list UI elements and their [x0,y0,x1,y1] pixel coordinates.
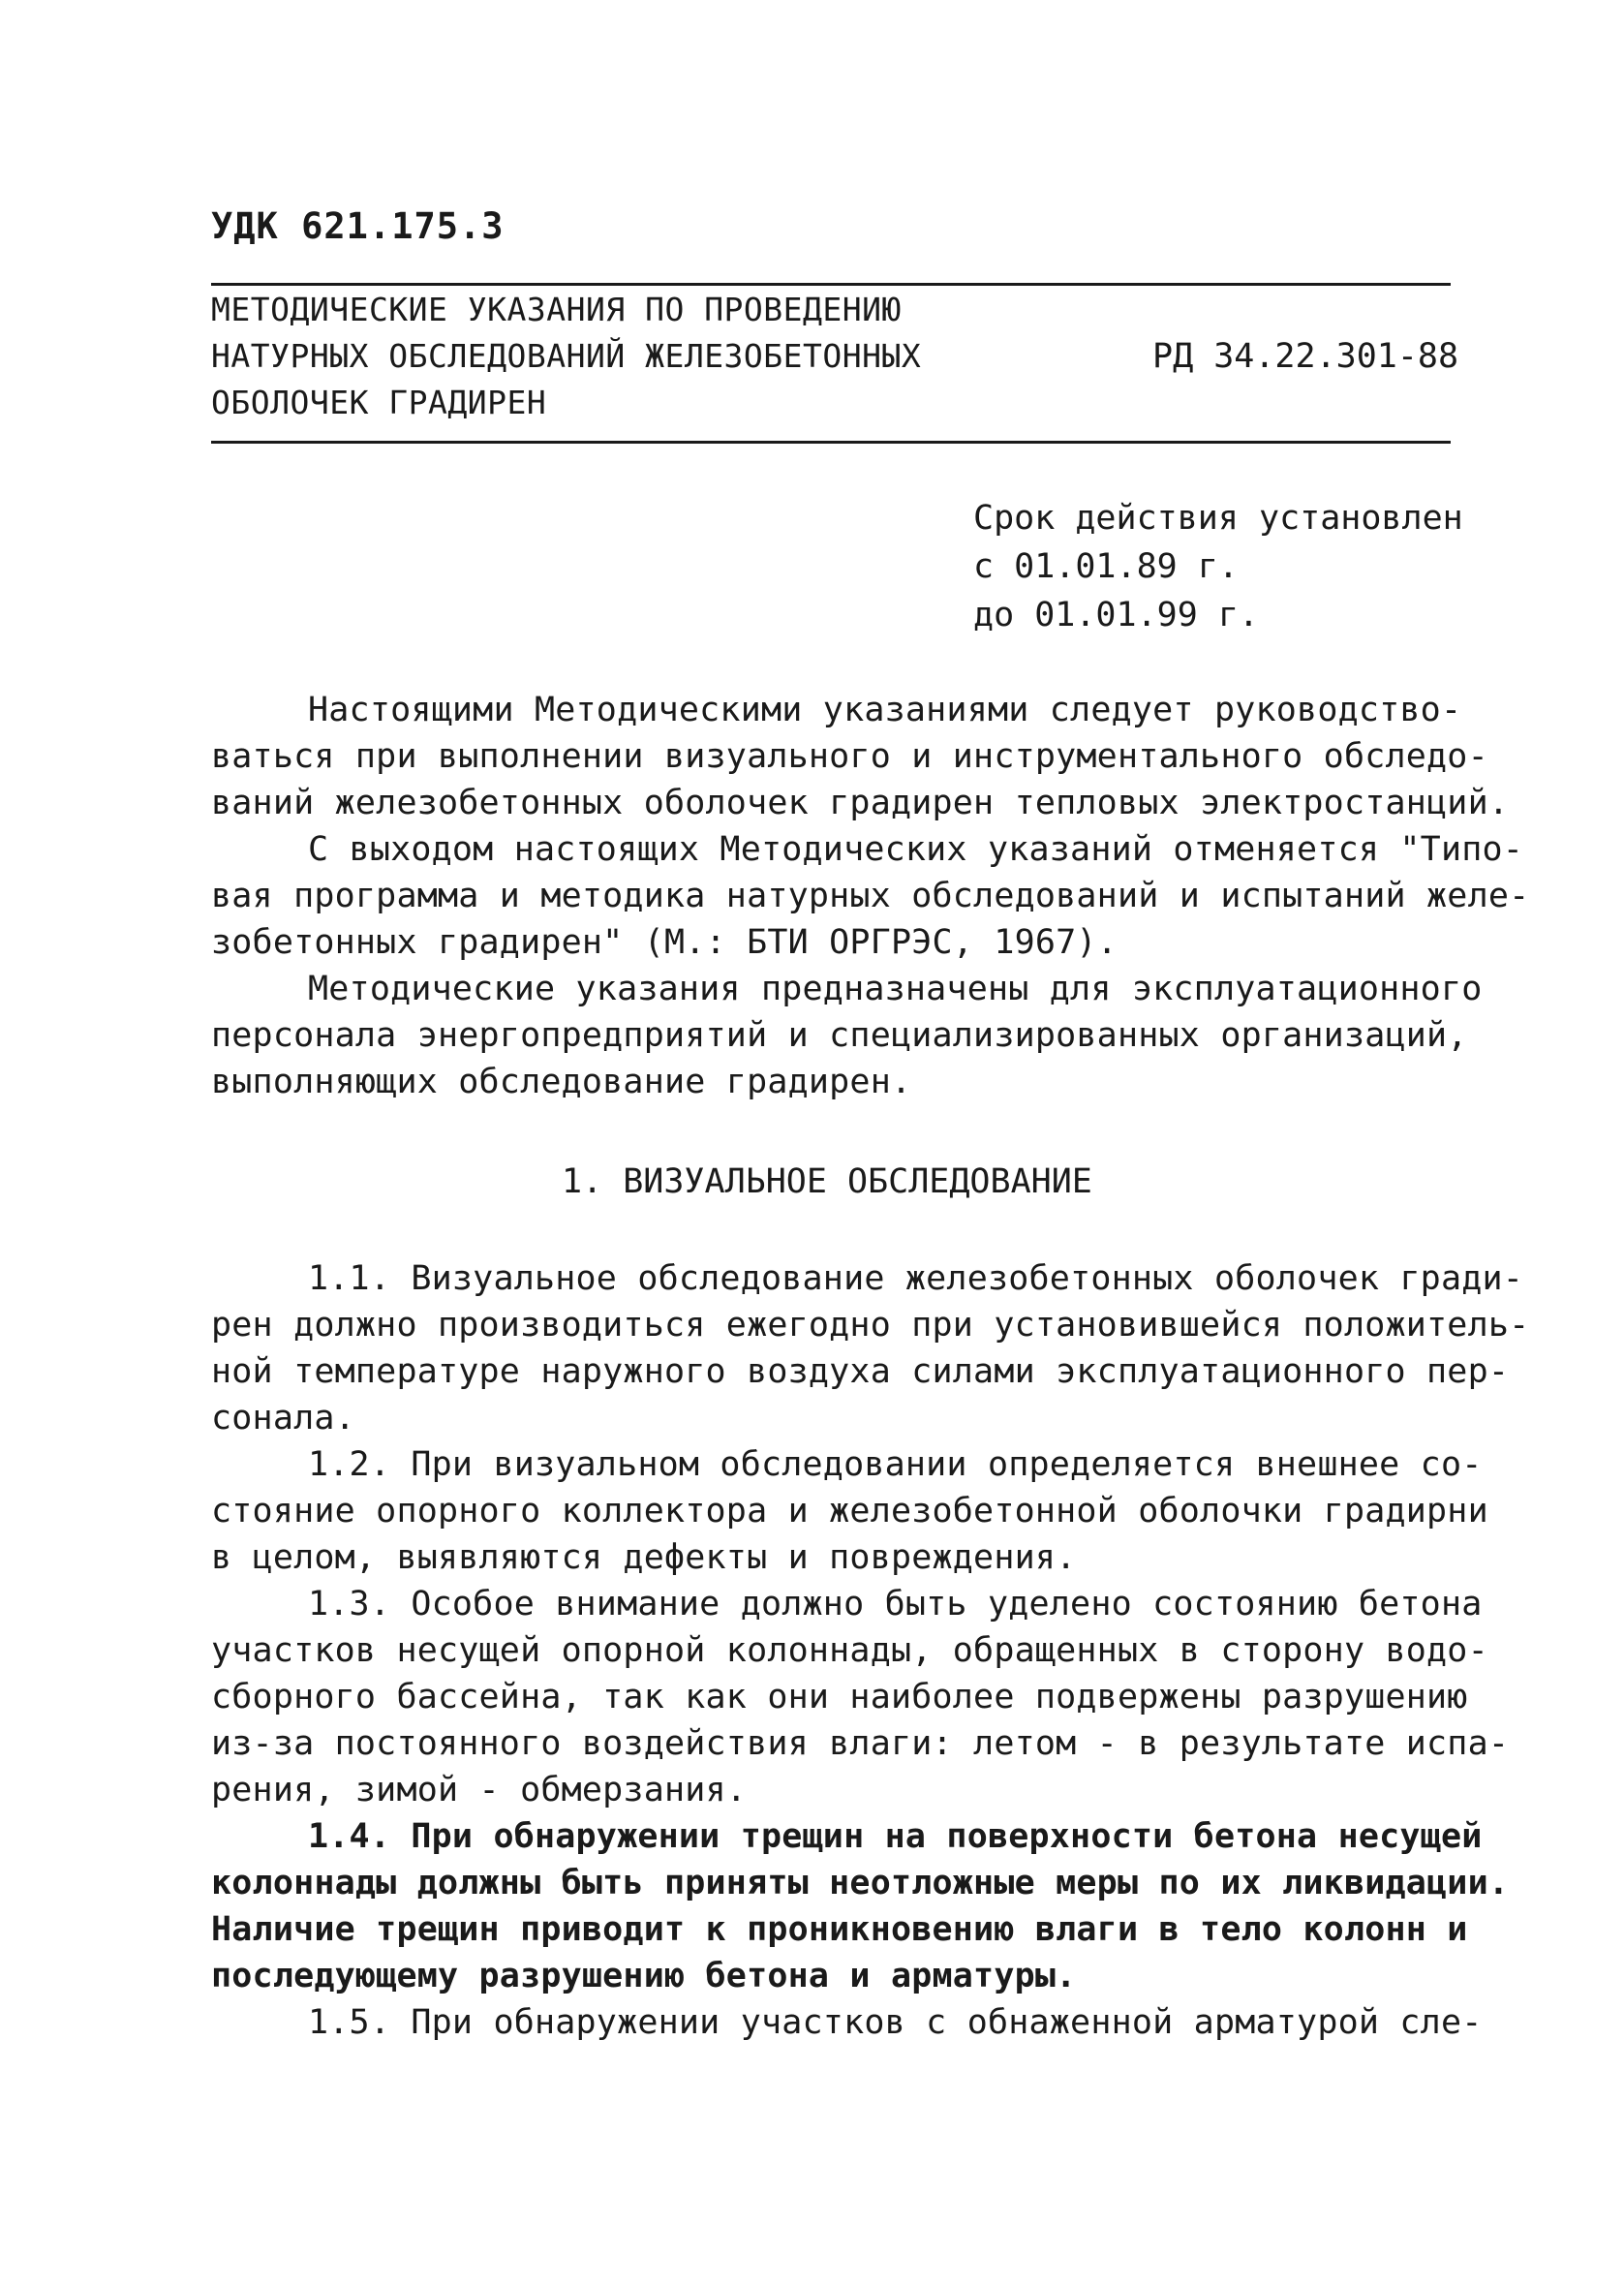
section-line: рен должно производиться ежегодно при установившейся положитель- [211,1306,1530,1345]
section-line: в целом, выявляются дефекты и повреждения. [211,1538,1077,1577]
intro-line: персонала энергопредприятий и специализированных организаций, [211,1016,1468,1055]
intro-line: вая программа и методика натурных обследований и испытаний желе- [211,877,1530,915]
section-line: 1.4. При обнаружении трещин на поверхности бетона несущей [308,1817,1483,1856]
section-line: 1.1. Визуальное обследование железобетонных оболочек гради- [308,1259,1524,1298]
validity-end-date: до 01.01.99 г. [973,596,1260,634]
section-heading: 1. ВИЗУАЛЬНОЕ ОБСЛЕДОВАНИЕ [562,1162,1092,1201]
intro-line: ваний железобетонных оболочек градирен тепловых электростанций. [211,784,1510,822]
intro-line: зобетонных градирен" (М.: БТИ ОРГРЭС, 1967). [211,923,1118,962]
section-line: колоннады должны быть приняты неотложные меры по их ликвидации. [211,1864,1510,1902]
document-code: РД 34.22.301-88 [1152,337,1459,376]
section-line: последующему разрушению бетона и арматуры. [211,1957,1077,1995]
document-title-line-2: НАТУРНЫХ ОБСЛЕДОВАНИЙ ЖЕЛЕЗОБЕТОННЫХ [211,337,922,375]
section-line: стояние опорного коллектора и железобетонной оболочки градирни [211,1492,1488,1530]
section-line: участков несущей опорной колоннады, обращенных в сторону водо- [211,1631,1488,1670]
intro-line: С выходом настоящих Методических указаний отменяется "Типо- [308,830,1524,869]
intro-line: ваться при выполнении визуального и инструментального обследо- [211,737,1488,776]
validity-start-date: с 01.01.89 г. [973,547,1239,586]
validity-block [973,494,1463,639]
header-top-rule [211,283,1451,286]
udk-code: УДК 621.175.3 [211,205,505,247]
intro-line: Методические указания предназначены для эксплуатационного [308,970,1483,1008]
section-line: 1.3. Особое внимание должно быть уделено состоянию бетона [308,1585,1483,1623]
header-bottom-rule [211,441,1451,444]
section-line: сонала. [211,1399,355,1438]
section-line: из-за постоянного воздействия влаги: летом - в результате испа- [211,1724,1510,1763]
section-line: ной температуре наружного воздуха силами эксплуатационного пер- [211,1352,1510,1391]
document-title-line-1: МЕТОДИЧЕСКИЕ УКАЗАНИЯ ПО ПРОВЕДЕНИЮ [211,291,902,328]
section-line: сборного бассейна, так как они наиболее подвержены разрушению [211,1678,1468,1716]
document-title-line-3: ОБОЛОЧЕК ГРАДИРЕН [211,384,547,421]
intro-line: выполняющих обследование градирен. [211,1063,912,1101]
section-line: рения, зимой - обмерзания. [211,1771,748,1809]
section-line: 1.2. При визуальном обследовании определяется внешнее со- [308,1445,1483,1484]
section-line: 1.5. При обнаружении участков с обнаженной арматурой сле- [308,2003,1483,2042]
validity-line-1: Срок действия установлен [973,499,1463,538]
section-line: Наличие трещин приводит к проникновению влаги в тело колонн и [211,1910,1468,1949]
intro-line: Настоящими Методическими указаниями следует руководство- [308,691,1462,729]
